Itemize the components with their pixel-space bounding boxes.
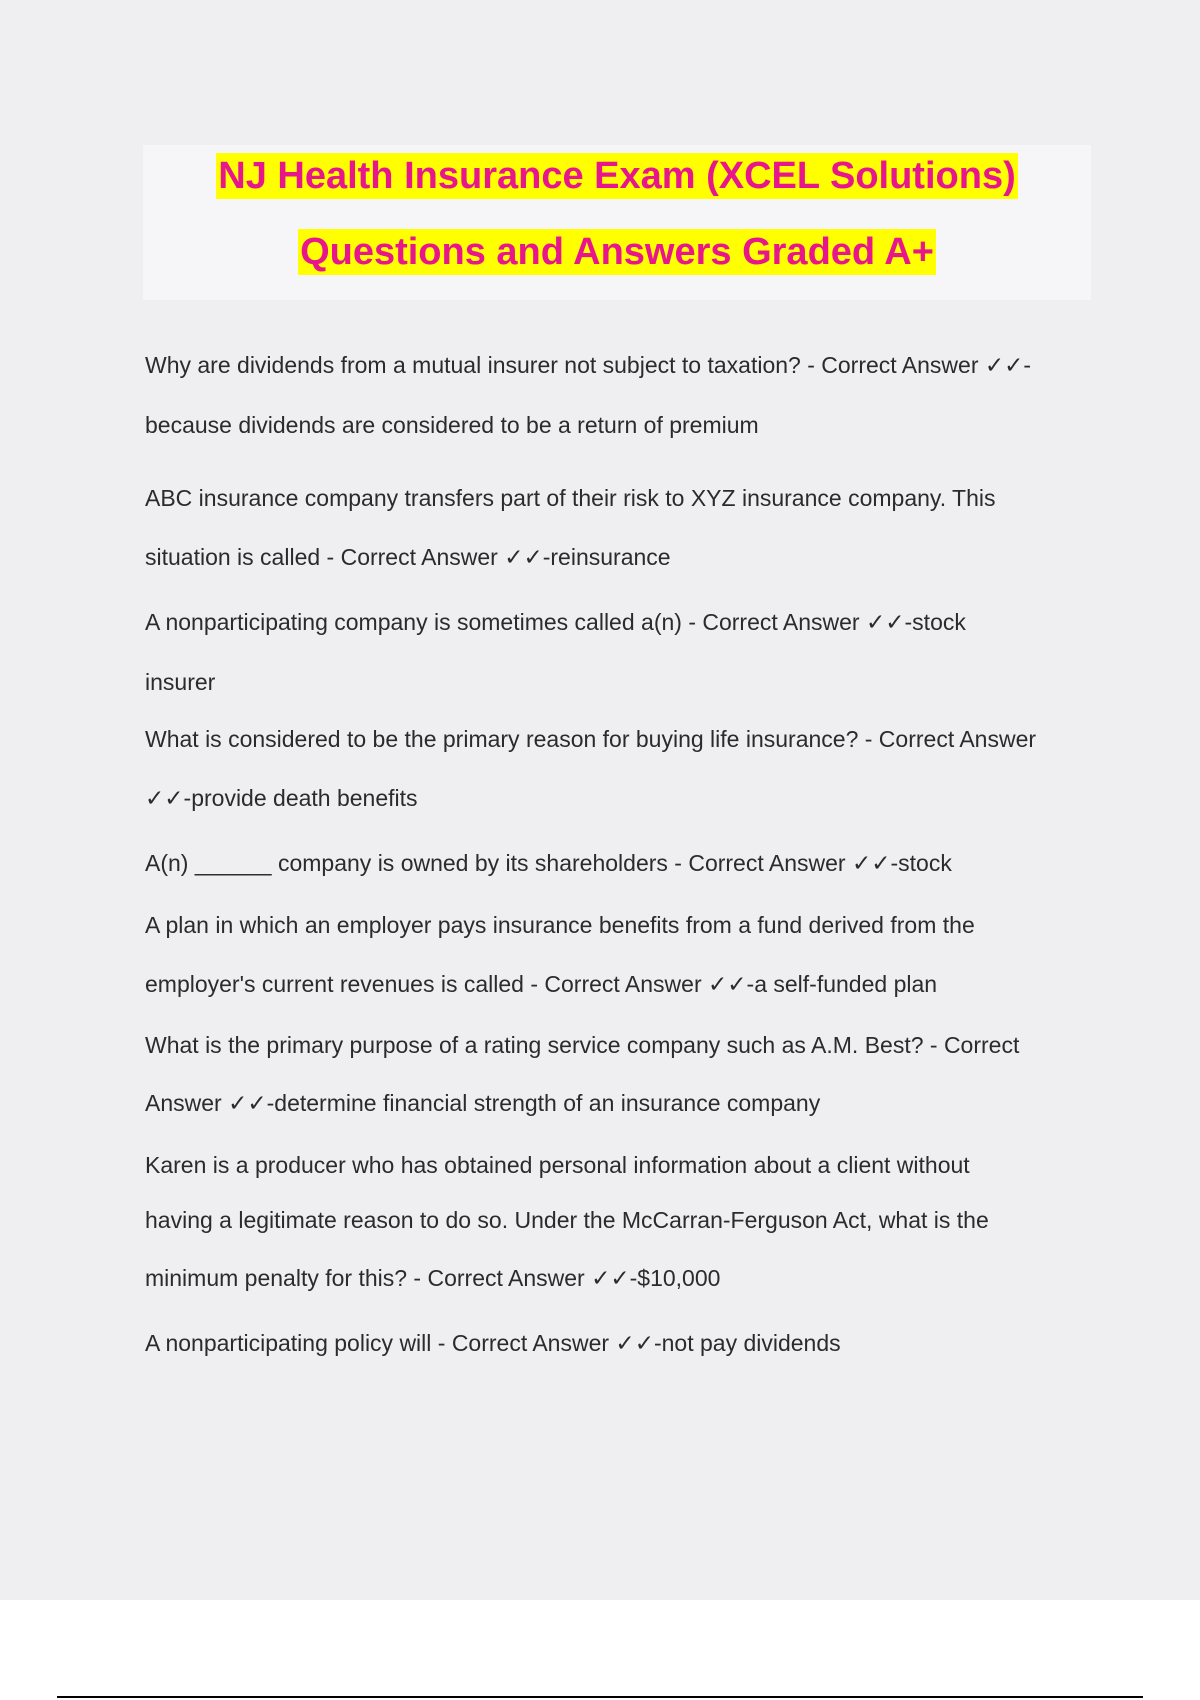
footer-rule xyxy=(57,1696,1143,1698)
qa-line: employer's current revenues is called - Correct Answer ✓✓-a self-funded plan xyxy=(145,971,938,997)
qa-line: A nonparticipating company is sometimes called a(n) - Correct Answer ✓✓-stock xyxy=(145,609,966,635)
title-block xyxy=(143,145,1091,300)
qa-line: minimum penalty for this? - Correct Answer ✓✓-$10,000 xyxy=(145,1265,721,1291)
qa-line: ✓✓-provide death benefits xyxy=(145,785,418,811)
qa-line: Answer ✓✓-determine financial strength of an insurance company xyxy=(145,1090,821,1116)
qa-line: situation is called - Correct Answer ✓✓-reinsurance xyxy=(145,544,671,570)
page-footer xyxy=(0,1600,1200,1700)
title-line-2: Questions and Answers Graded A+ xyxy=(300,231,934,273)
qa-line: Karen is a producer who has obtained personal information about a client without xyxy=(145,1152,970,1178)
qa-line: having a legitimate reason to do so. Under the McCarran-Ferguson Act, what is the xyxy=(145,1207,989,1233)
qa-line: What is the primary purpose of a rating service company such as A.M. Best? - Correct xyxy=(145,1032,1020,1058)
qa-line: What is considered to be the primary reason for buying life insurance? - Correct Answer xyxy=(145,726,1037,752)
qa-line: because dividends are considered to be a return of premium xyxy=(145,412,759,438)
qa-line: A(n) ______ company is owned by its shareholders - Correct Answer ✓✓-stock xyxy=(145,850,952,876)
qa-line: Why are dividends from a mutual insurer not subject to taxation? - Correct Answer ✓✓- xyxy=(145,352,1032,378)
qa-line: ABC insurance company transfers part of their risk to XYZ insurance company. This xyxy=(145,485,996,511)
qa-line: insurer xyxy=(145,669,216,695)
qa-line: A plan in which an employer pays insurance benefits from a fund derived from the xyxy=(145,912,975,938)
qa-line: A nonparticipating policy will - Correct Answer ✓✓-not pay dividends xyxy=(145,1330,841,1356)
title-line-1: NJ Health Insurance Exam (XCEL Solutions) xyxy=(218,155,1016,197)
